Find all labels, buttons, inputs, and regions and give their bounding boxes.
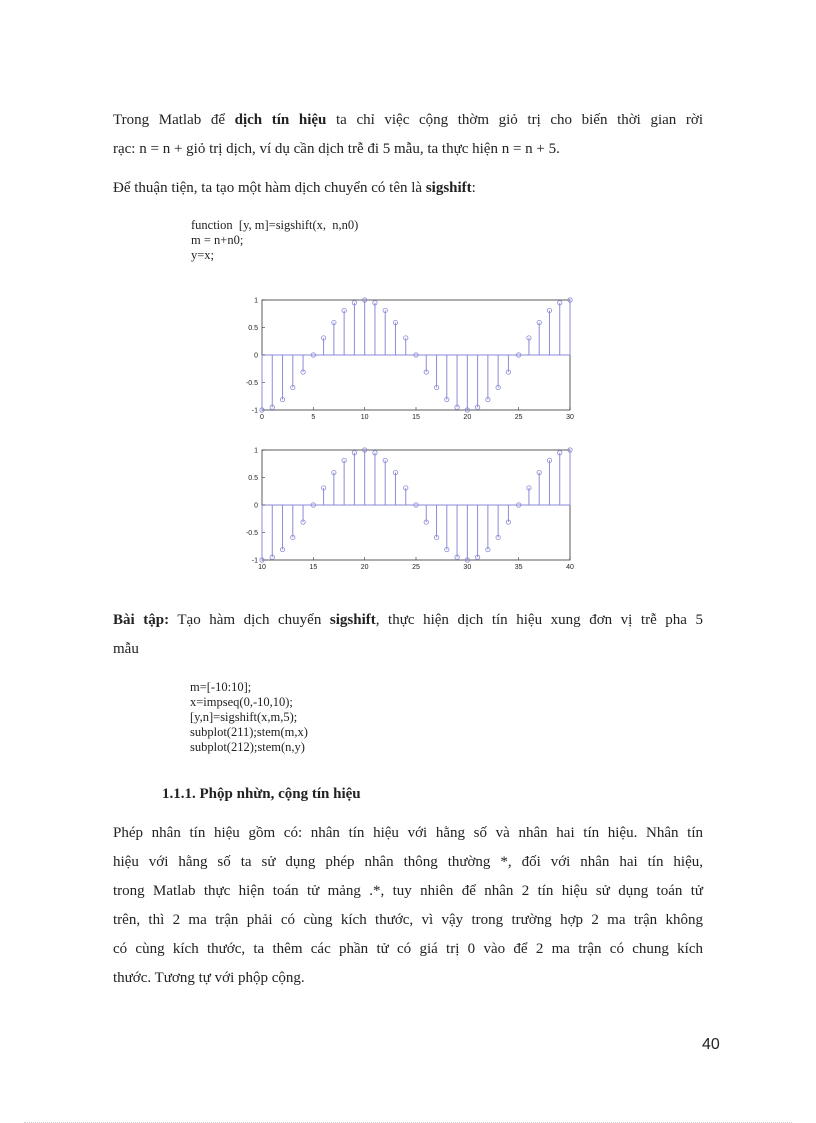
stem-plot-top [236, 290, 576, 430]
exercise-line-2: mẫu [113, 641, 139, 657]
paragraph-3-line: trong Matlab thực hiện toán tử mảng .*, tuy nhiên để nhân 2 tín hiệu sử dụng toán tử [113, 883, 703, 899]
paragraph-1-line-2: rạc: n = n + giỏ trị dịch, ví dụ cần dịch trễ đi 5 mẫu, ta thực hiện n = n + 5. [113, 141, 560, 157]
x-tick-label: 10 [360, 414, 369, 421]
paragraph-1 [113, 106, 703, 164]
y-tick-label: -1 [251, 557, 258, 565]
code-block-exercise [190, 680, 308, 755]
exercise-line-1: Bài tập: Tạo hàm dịch chuyển sigshift, thực hiện dịch tín hiệu xung đơn vị trễ pha 5 [113, 612, 704, 628]
y-tick-label: 0.5 [248, 475, 258, 482]
x-tick-label: 5 [311, 414, 316, 421]
x-tick-label: 25 [412, 564, 420, 571]
bold-term-sigshift-exercise: sigshift [329, 612, 376, 628]
y-tick-label: 1 [254, 297, 258, 305]
code-line: y=x; [191, 248, 215, 262]
x-tick-label: 25 [514, 414, 523, 421]
code-block-function [191, 218, 358, 263]
paragraph-3-line: trên, thì 2 ma trận phải có cùng kích thước, vì vậy trong trường hợp 2 ma trận không [113, 912, 703, 928]
code-line: m = n+n0; [191, 233, 244, 247]
y-tick-label: 0 [254, 352, 258, 360]
paragraph-1-line-1: Trong Matlab để dịch tín hiệu ta chỉ việc cộng thờm giỏ trị cho biến thời gian rời [113, 112, 703, 128]
x-tick-label: 35 [514, 564, 523, 571]
section-heading: 1.1.1. Phộp nhừn, cộng tín hiệu [162, 786, 361, 802]
y-tick-label: -1 [251, 407, 258, 415]
x-tick-label: 30 [566, 414, 574, 421]
x-tick-label: 10 [258, 564, 266, 571]
code-line: m=[-10:10]; [190, 680, 252, 694]
code-line: subplot(211);stem(m,x) [190, 725, 308, 739]
exercise-paragraph [113, 606, 703, 664]
exercise-label: Bài tập: [113, 612, 170, 628]
y-tick-label: -0.5 [245, 530, 258, 537]
paragraph-3-line: thước. Tương tự với phộp cộng. [113, 970, 305, 986]
x-tick-label: 40 [566, 564, 574, 571]
x-tick-label: 15 [412, 414, 420, 421]
paragraph-3-line: hiệu với hằng số ta sử dụng phép nhân thông thường *, đối với nhân hai tín hiệu, [113, 854, 703, 870]
x-tick-label: 15 [309, 564, 318, 571]
code-line: [y,n]=sigshift(x,m,5); [190, 710, 298, 724]
y-tick-label: 1 [254, 447, 258, 455]
paragraph-3-line: Phép nhân tín hiệu gồm có: nhân tín hiệu với hằng số và nhân hai tín hiệu. Nhân tín [113, 825, 703, 841]
x-tick-label: 0 [260, 414, 264, 421]
code-line: subplot(212);stem(n,y) [190, 740, 305, 754]
y-tick-label: 0 [254, 502, 258, 510]
paragraph-2: Để thuận tiện, ta tạo một hàm dịch chuyển có tên là sigshift: [113, 180, 476, 196]
code-line: function [y, m]=sigshift(x, n,n0) [191, 218, 359, 232]
paragraph-3-line: có cùng kích thước, ta thêm các phần tử có giá trị 0 vào để 2 ma trận có chung kích [113, 941, 703, 957]
paragraph-3 [113, 819, 703, 993]
y-tick-label: 0.5 [248, 325, 258, 332]
x-tick-label: 30 [463, 564, 472, 571]
stem-plot-bottom [236, 440, 576, 580]
bold-term-sigshift: sigshift [425, 180, 472, 196]
x-tick-label: 20 [463, 414, 472, 421]
page-number: 40 [702, 1036, 720, 1053]
bold-term-dich-tin-hieu: dịch tín hiệu [234, 112, 327, 128]
y-tick-label: -0.5 [245, 380, 258, 387]
code-line: x=impseq(0,-10,10); [190, 695, 293, 709]
x-tick-label: 20 [360, 564, 369, 571]
